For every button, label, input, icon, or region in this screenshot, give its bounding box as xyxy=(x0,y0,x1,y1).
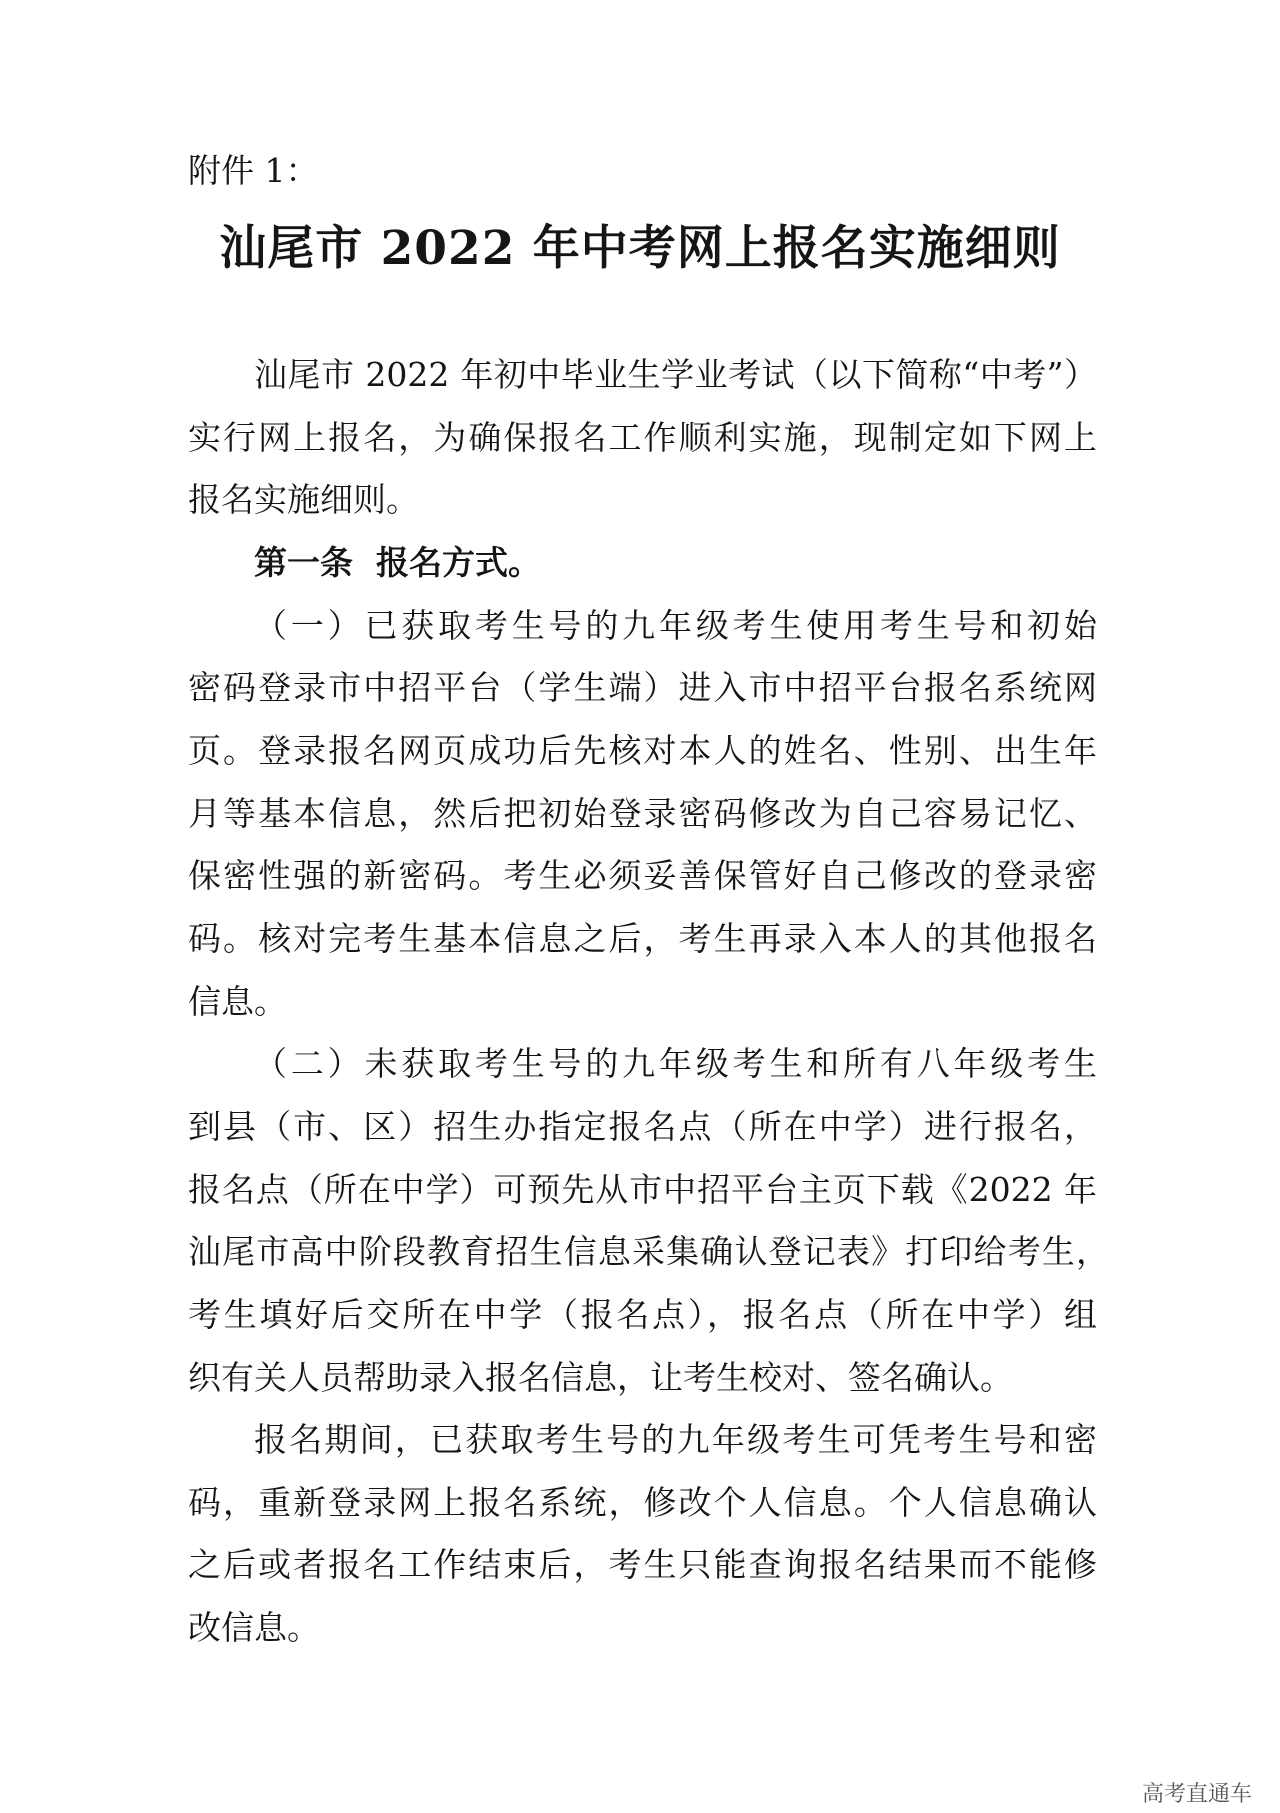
paragraph-line: 汕尾市 2022 年初中毕业生学业考试（以下简称“中考”） xyxy=(254,355,1097,394)
attachment-label: 附件 1： xyxy=(188,151,319,190)
paragraph-line: 月等基本信息，然后把初始登录密码修改为自己容易记忆、 xyxy=(188,793,1097,833)
paragraph-registration-period xyxy=(188,1409,1097,1660)
clause-1 xyxy=(188,595,1097,1034)
clause-2 xyxy=(188,1033,1109,1409)
document-title: 汕尾市 2022 年中考网上报名实施细则 xyxy=(219,221,1061,276)
paragraph-line: 信息。 xyxy=(188,981,287,1021)
paragraph-line: 实行网上报名，为确保报名工作顺利实施，现制定如下网上 xyxy=(188,417,1097,457)
paragraph-line: 织有关人员帮助录入报名信息，让考生校对、签名确认。 xyxy=(188,1357,1013,1397)
article-1-heading-block xyxy=(188,532,1097,595)
paragraph-line: 码，重新登录网上报名系统，修改个人信息。个人信息确认 xyxy=(188,1482,1097,1522)
paragraph-line: 密码登录市中招平台（学生端）进入市中招平台报名系统网 xyxy=(188,668,1097,708)
paragraph-line: 之后或者报名工作结束后，考生只能查询报名结果而不能修 xyxy=(188,1545,1097,1585)
document-body xyxy=(188,344,1109,1660)
paragraph-line: 到县（市、区）招生办指定报名点（所在中学）进行报名， xyxy=(188,1106,1097,1146)
paragraph-line: （一）已获取考生号的九年级考生使用考生号和初始 xyxy=(254,605,1097,645)
paragraph-line: 报名点（所在中学）可预先从市中招平台主页下载《2022 年 xyxy=(188,1169,1097,1209)
paragraph-line: 页。登录报名网页成功后先核对本人的姓名、性别、出生年 xyxy=(188,730,1097,770)
paragraph-intro xyxy=(188,344,1097,532)
paragraph-line: （二）未获取考生号的九年级考生和所有八年级考生 xyxy=(254,1044,1097,1084)
paragraph-line: 汕尾市高中阶段教育招生信息采集确认登记表》打印给考生， xyxy=(188,1232,1109,1272)
paragraph-line: 报名实施细则。 xyxy=(188,480,419,520)
paragraph-line: 考生填好后交所在中学（报名点），报名点（所在中学）组 xyxy=(188,1294,1097,1334)
article-1-heading: 第一条 报名方式。 xyxy=(254,542,541,582)
source-watermark: 高考直通车 xyxy=(1141,1782,1252,1807)
paragraph-line: 改信息。 xyxy=(188,1608,320,1648)
paragraph-line: 报名期间，已获取考生号的九年级考生可凭考生号和密 xyxy=(254,1420,1097,1460)
paragraph-line: 码。核对完考生基本信息之后，考生再录入本人的其他报名 xyxy=(188,918,1097,958)
paragraph-line: 保密性强的新密码。考生必须妥善保管好自己修改的登录密 xyxy=(188,856,1097,896)
